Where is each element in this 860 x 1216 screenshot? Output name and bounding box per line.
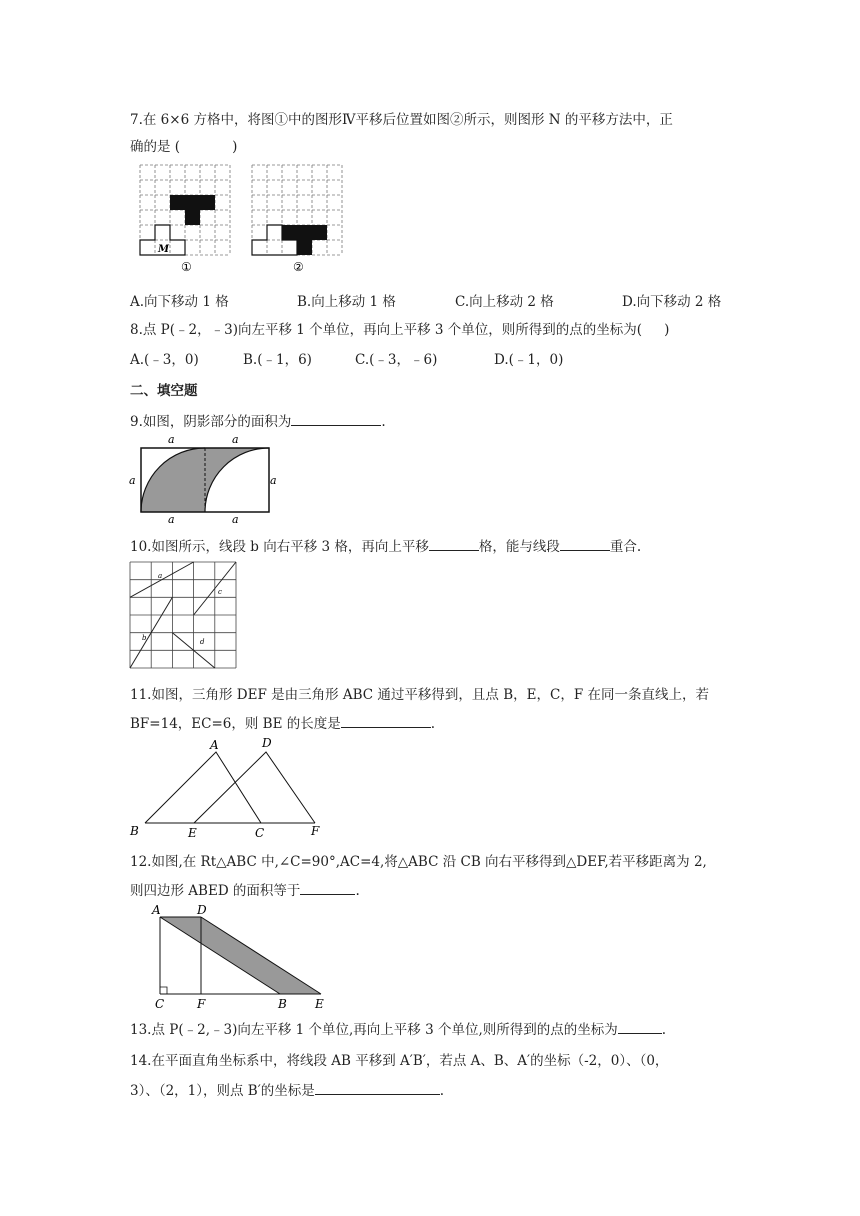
q10-label-c: c: [218, 588, 222, 596]
q13-text-a: 13.点 P(﹣2,﹣3)向左平移 1 个单位,再向上平移 3 个单位,则所得到的点的坐标为: [130, 1022, 618, 1038]
q7-fig1-caption: ①: [181, 260, 192, 274]
q12-point-b: B: [278, 997, 287, 1010]
q10-label-b: b: [142, 634, 147, 642]
q10-text-a: 10.如图所示，线段 b 向右平移 3 格，再向上平移: [130, 539, 429, 555]
q11-answer-blank[interactable]: [341, 713, 431, 728]
q7-label-m: M: [158, 244, 170, 255]
q12-point-d: D: [197, 903, 207, 917]
q7-option-a[interactable]: A.向下移动 1 格: [130, 294, 229, 310]
q13-line: [130, 1018, 666, 1038]
q10-answer-blank-2[interactable]: [560, 536, 610, 551]
q7-figure-1: [138, 163, 238, 275]
q12-figure: [145, 900, 345, 1010]
q10-text-c: 重合.: [609, 539, 642, 555]
q11-line2-b: .: [430, 716, 436, 732]
q9-label-right: a: [270, 474, 277, 487]
q10-label-a: a: [158, 572, 163, 580]
q7-option-d[interactable]: D.向下移动 2 格: [622, 294, 722, 310]
q12-point-c: C: [155, 997, 165, 1010]
q10-figure: [128, 560, 240, 672]
q9-label-bottom-right: a: [232, 513, 239, 525]
q12-point-e: E: [315, 997, 324, 1010]
q12-answer-blank[interactable]: [300, 880, 355, 895]
q11-point-d: D: [262, 736, 272, 750]
q7-figure-2: [250, 163, 350, 275]
q8-option-d[interactable]: D.(﹣1，0): [494, 352, 564, 368]
q10-label-d: d: [200, 638, 205, 646]
q11-figure: [128, 735, 328, 840]
q12-point-a: A: [152, 903, 161, 917]
section-title-fill-in: 二、填空题: [130, 383, 198, 399]
q11-point-f: F: [311, 824, 320, 838]
q8-option-a[interactable]: A.(﹣3，0): [130, 352, 199, 368]
q8-option-c[interactable]: C.(﹣3，﹣6): [355, 352, 438, 368]
q13-answer-blank[interactable]: [618, 1019, 662, 1034]
q7-option-c[interactable]: C.向上移动 2 格: [455, 294, 554, 310]
q14-line2-b: .: [439, 1083, 445, 1099]
q11-line2-a: BF=14，EC=6，则 BE 的长度是: [130, 716, 341, 732]
q9-answer-blank[interactable]: [291, 411, 381, 426]
q14-line2-a: 3）、（2，1），则点 B′的坐标是: [130, 1083, 315, 1099]
q9-label-top-left: a: [168, 433, 175, 446]
q10-line: [130, 535, 641, 555]
q11-point-a: A: [210, 738, 219, 752]
q10-text-b: 格，能与线段: [478, 539, 560, 555]
q9-text-b: .: [381, 414, 386, 430]
q9-line: [130, 410, 386, 430]
q11-point-c: C: [255, 826, 265, 840]
q12-line2-a: 则四边形 ABED 的面积等于: [130, 883, 301, 899]
q8-line: [130, 318, 669, 338]
q9-figure-right-part: [256, 430, 286, 525]
q7-line2-a: 确的是 (: [130, 139, 181, 155]
q14-answer-blank[interactable]: [315, 1080, 440, 1095]
q11-point-b: B: [130, 824, 139, 838]
q12-point-f: F: [197, 997, 206, 1010]
q12-line2: [130, 879, 360, 899]
q8-text-b: ): [664, 322, 670, 338]
q11-line2: [130, 712, 435, 732]
q8-option-b[interactable]: B.(﹣1，6): [243, 352, 312, 368]
q13-text-b: .: [661, 1022, 667, 1038]
q14-line1: 14.在平面直角坐标系中，将线段 AB 平移到 A′B′，若点 A、B、A′的坐标（-2，0）、（0，: [130, 1053, 669, 1069]
q8-text-a: 8.点 P(﹣2，﹣3)向左平移 1 个单位，再向上平移 3 个单位，则所得到的点的坐标为(: [130, 322, 643, 338]
q7-line2: [130, 135, 237, 155]
q9-label-bottom-left: a: [168, 513, 175, 525]
q9-label-left: a: [129, 474, 136, 487]
q11-line1: 11.如图，三角形 DEF 是由三角形 ABC 通过平移得到，且点 B，E，C，F 在同一条直线上，若: [130, 687, 709, 703]
q14-line2: [130, 1079, 444, 1099]
q10-answer-blank-1[interactable]: [429, 536, 479, 551]
q9-label-top-right: a: [232, 433, 239, 446]
q12-line2-b: .: [355, 883, 360, 899]
q7-line1: 7.在 6×6 方格中，将图①中的图形Ⅳ平移后位置如图②所示，则图形 N 的平移方法中，正: [130, 112, 673, 128]
q7-line2-b: ): [232, 139, 238, 155]
q7-option-b[interactable]: B.向上移动 1 格: [297, 294, 396, 310]
q11-point-e: E: [188, 826, 197, 840]
q12-line1: 12.如图,在 Rt△ABC 中,∠C=90°,AC=4,将△ABC 沿 CB 向右平移得到△DEF,若平移距离为 2,: [130, 854, 707, 870]
q9-text-a: 9.如图，阴影部分的面积为: [130, 414, 292, 430]
q7-fig2-caption: ②: [293, 260, 304, 274]
